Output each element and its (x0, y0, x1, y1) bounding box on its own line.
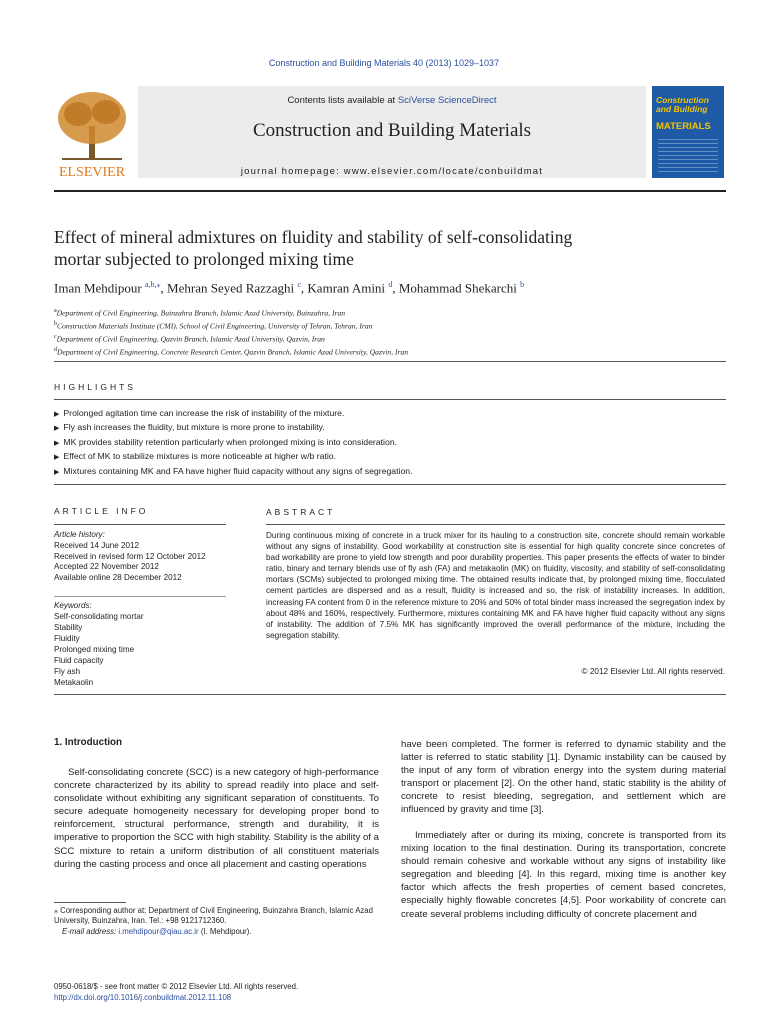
cover-title-line3: MATERIALS (656, 121, 711, 132)
article-info-heading: ARTICLE INFO (54, 506, 149, 516)
cover-title-line1: Construction (656, 95, 709, 105)
contents-line (138, 95, 646, 106)
highlight-item: ▶ Effect of MK to stabilize mixtures is more noticeable at higher w/b ratio. (54, 451, 337, 462)
author-affil-marker[interactable]: a,b,⁎ (144, 280, 161, 289)
history-item: Received in revised form 12 October 2012 (54, 551, 206, 561)
author-email-link[interactable]: i.mehdipour@qiau.ac.ir (118, 926, 199, 936)
body-paragraph: have been completed. The former is referred to dynamic stability and the latter is referred to static stability [1]. Dynamic instability can be caused by the input of any form of vibration energy into the system during material transport or placement [2]. On the other hand, static stability is the ability of concrete to resist bleeding, segregation, and settlement which are influenced by gravity and time [3]. (401, 739, 726, 816)
keyword: Self-consolidating mortar (54, 612, 144, 621)
affil-rule (54, 361, 726, 362)
bullet-triangle-icon: ▶ (54, 411, 60, 418)
elsevier-logo (52, 88, 132, 180)
section-heading: 1. Introduction (54, 737, 123, 748)
doi-link[interactable]: http://dx.doi.org/10.1016/j.conbuildmat.2012.11.108 (54, 993, 232, 1002)
author-list: Iman Mehdipour $^{a,b,⁎}$, Mehran Seyed Razzaghi $^c$, Kamran Amini $^d$, Mohammad Shekarchi $^b$ (54, 280, 525, 296)
keywords-rule (54, 596, 226, 597)
email-label: E-mail address: (62, 926, 117, 936)
highlights-rule-top (54, 399, 726, 400)
highlight-item: ▶ Fly ash increases the fluidity, but mixture is more prone to instability. (54, 422, 325, 433)
header-rule (54, 190, 726, 192)
article-history (54, 530, 234, 584)
keywords-label: Keywords: (54, 601, 92, 610)
bullet-triangle-icon: ▶ (54, 468, 60, 476)
footnote-rule (54, 902, 126, 903)
affiliation: $^d$Department of Civil Engineering, Concrete Research Center, Qazvin Branch, Islamic Azad University, Qazvin, Iran (54, 346, 409, 357)
cover-title-line2: and Building (656, 104, 708, 114)
email-suffix: (I. Mehdipour). (200, 926, 252, 936)
body-paragraph: Self-consolidating concrete (SCC) is a new category of high-performance concrete characterized by its ability to spread readily into place and self-consolidate without exhibiting any significant separation of constituents. To secure adequate homogeneity necessary for developing proper bond to reinforcement, structural performance, strength and durability, it is imperative to proportion the SCC with high stability. Stability is the ability of a SCC mixture to retain a uniform distribution of all constituent materials during the casting process and once all placement and casting operations (54, 767, 379, 870)
corresponding-text: ⁎ Corresponding author at: Department of Civil Engineering, Buinzahra Branch, Islamic Azad University, Buinzahra, Iran. Tel.: +98 9121712360. (54, 906, 373, 926)
keyword: Metakaolin (54, 678, 94, 687)
affiliation: $^b$Construction Materials Institute (CMI), School of Civil Engineering, University of Tehran, Tehran, Iran (54, 320, 373, 331)
issn-line: 0950-0618/$ - see front matter © 2012 Elsevier Ltd. All rights reserved. (54, 982, 299, 991)
title-line-1: Effect of mineral admixtures on fluidity and stability of self-consolidating (54, 227, 573, 247)
journal-citation[interactable]: Construction and Building Materials 40 (2013) 1029–1037 (268, 58, 500, 68)
affiliation: $^a$Department of Civil Engineering, Buinzahra Branch, Islamic Azad University, Buinzahra, Iran (54, 308, 346, 318)
keyword: Fly ash (54, 667, 81, 676)
affiliation: $^c$Department of Civil Engineering, Qazvin Branch, Islamic Azad University, Qazvin, Iran (54, 333, 325, 344)
journal-cover-image (652, 86, 724, 178)
author-name: Mohammad Shekarchi (398, 280, 517, 296)
front-matter-rule (54, 694, 726, 695)
article-title (54, 226, 694, 270)
highlights-rule-bottom (54, 484, 726, 485)
title-line-2: mortar subjected to prolonged mixing time (54, 249, 354, 269)
highlight-item: ▶ MK provides stability retention particularly when prolonged mixing is into consideration. (54, 436, 398, 447)
history-item: Received 14 June 2012 (54, 540, 140, 550)
keyword: Fluid capacity (54, 656, 104, 665)
author-name: Mehran Seyed Razzaghi (167, 280, 295, 296)
abstract-rule (266, 524, 725, 525)
elsevier-wordmark: ELSEVIER (58, 165, 126, 180)
history-label: Article history: (54, 530, 105, 539)
bullet-triangle-icon: ▶ (54, 439, 60, 447)
highlights-list (54, 407, 724, 479)
contents-prefix: Contents lists available at (287, 95, 398, 106)
history-item: Available online 28 December 2012 (54, 573, 182, 583)
highlight-item: ▶ Prolonged agitation time can increase the risk of instability of the mixture. (54, 408, 345, 418)
journal-homepage[interactable]: journal homepage: www.elsevier.com/locate/conbuildmat (240, 166, 544, 177)
abstract-text: During continuous mixing of concrete in a truck mixer for its hauling to a construction site, concrete should remain workable without any signs of instability. Good workability at construction site is essential for high quality concrete since concretes of bad workability are prone to yield low strength and poor durability properties. This paper presents the effects of water to binder ratio, binary and ternary blends use of fly ash (FA) and metakaolin (MK) on fluidity, viscosity, and stability of self-consolidating mortars (SCMs) subjected to prolonged mixing time. The obtained results indicate that, by prolonged mixing time, flocculated cement particles are dispersed and as a result, fluidity is increased and so, the risk of instability increases. In addition, increasing FA content from 0 in the reference mixture to 20% and 50% of total binder mass increased the segregation index by about 48% and 160%, respectively. Furthermore, mixtures containing MK and FA have higher fluid capacity without any signs of instability. The addition of 7.5% MK has significantly improved the overall performance of the mixture, including the segregation stability. (266, 531, 725, 640)
author-affil-marker[interactable]: d (388, 280, 393, 289)
keyword: Fluidity (54, 634, 80, 643)
author-affil-marker[interactable]: c (297, 280, 301, 289)
abstract-heading: ABSTRACT (266, 507, 336, 517)
keyword: Prolonged mixing time (54, 645, 135, 654)
bullet-triangle-icon: ▶ (54, 454, 60, 462)
affiliation-list (54, 306, 734, 358)
history-item: Accepted 22 November 2012 (54, 562, 159, 572)
body-paragraph: Immediately after or during its mixing, concrete is transported from its mixing location to the final destination. During its transportation, concrete should remain cohesive and workable without any signs of instability like segregation and bleeding [4]. In this regard, mixing time is another key factor which affects the fresh properties of cement based concretes, especially highly flowable concretes [4,5]. Poor workability of concrete can create several problems including difficulty of concrete placement and (401, 830, 726, 920)
keywords (54, 600, 234, 688)
author-name: Kamran Amini (307, 280, 386, 296)
highlights-heading: HIGHLIGHTS (54, 382, 136, 392)
page-footer (54, 981, 454, 1003)
article-info-rule (54, 524, 226, 525)
author-name: Iman Mehdipour (54, 280, 142, 296)
bullet-triangle-icon: ▶ (54, 425, 60, 433)
cover-graphic (658, 138, 718, 172)
highlight-item: ▶ Mixtures containing MK and FA have higher fluid capacity without any signs of segregation. (54, 465, 413, 476)
journal-name: Construction and Building Materials (252, 120, 532, 141)
author-affil-marker[interactable]: b (520, 280, 525, 289)
abstract-copyright: © 2012 Elsevier Ltd. All rights reserved. (581, 667, 725, 676)
sciverse-link[interactable]: SciVerse ScienceDirect (397, 95, 497, 106)
keyword: Stability (54, 623, 83, 632)
corresponding-author-footnote (54, 906, 379, 937)
